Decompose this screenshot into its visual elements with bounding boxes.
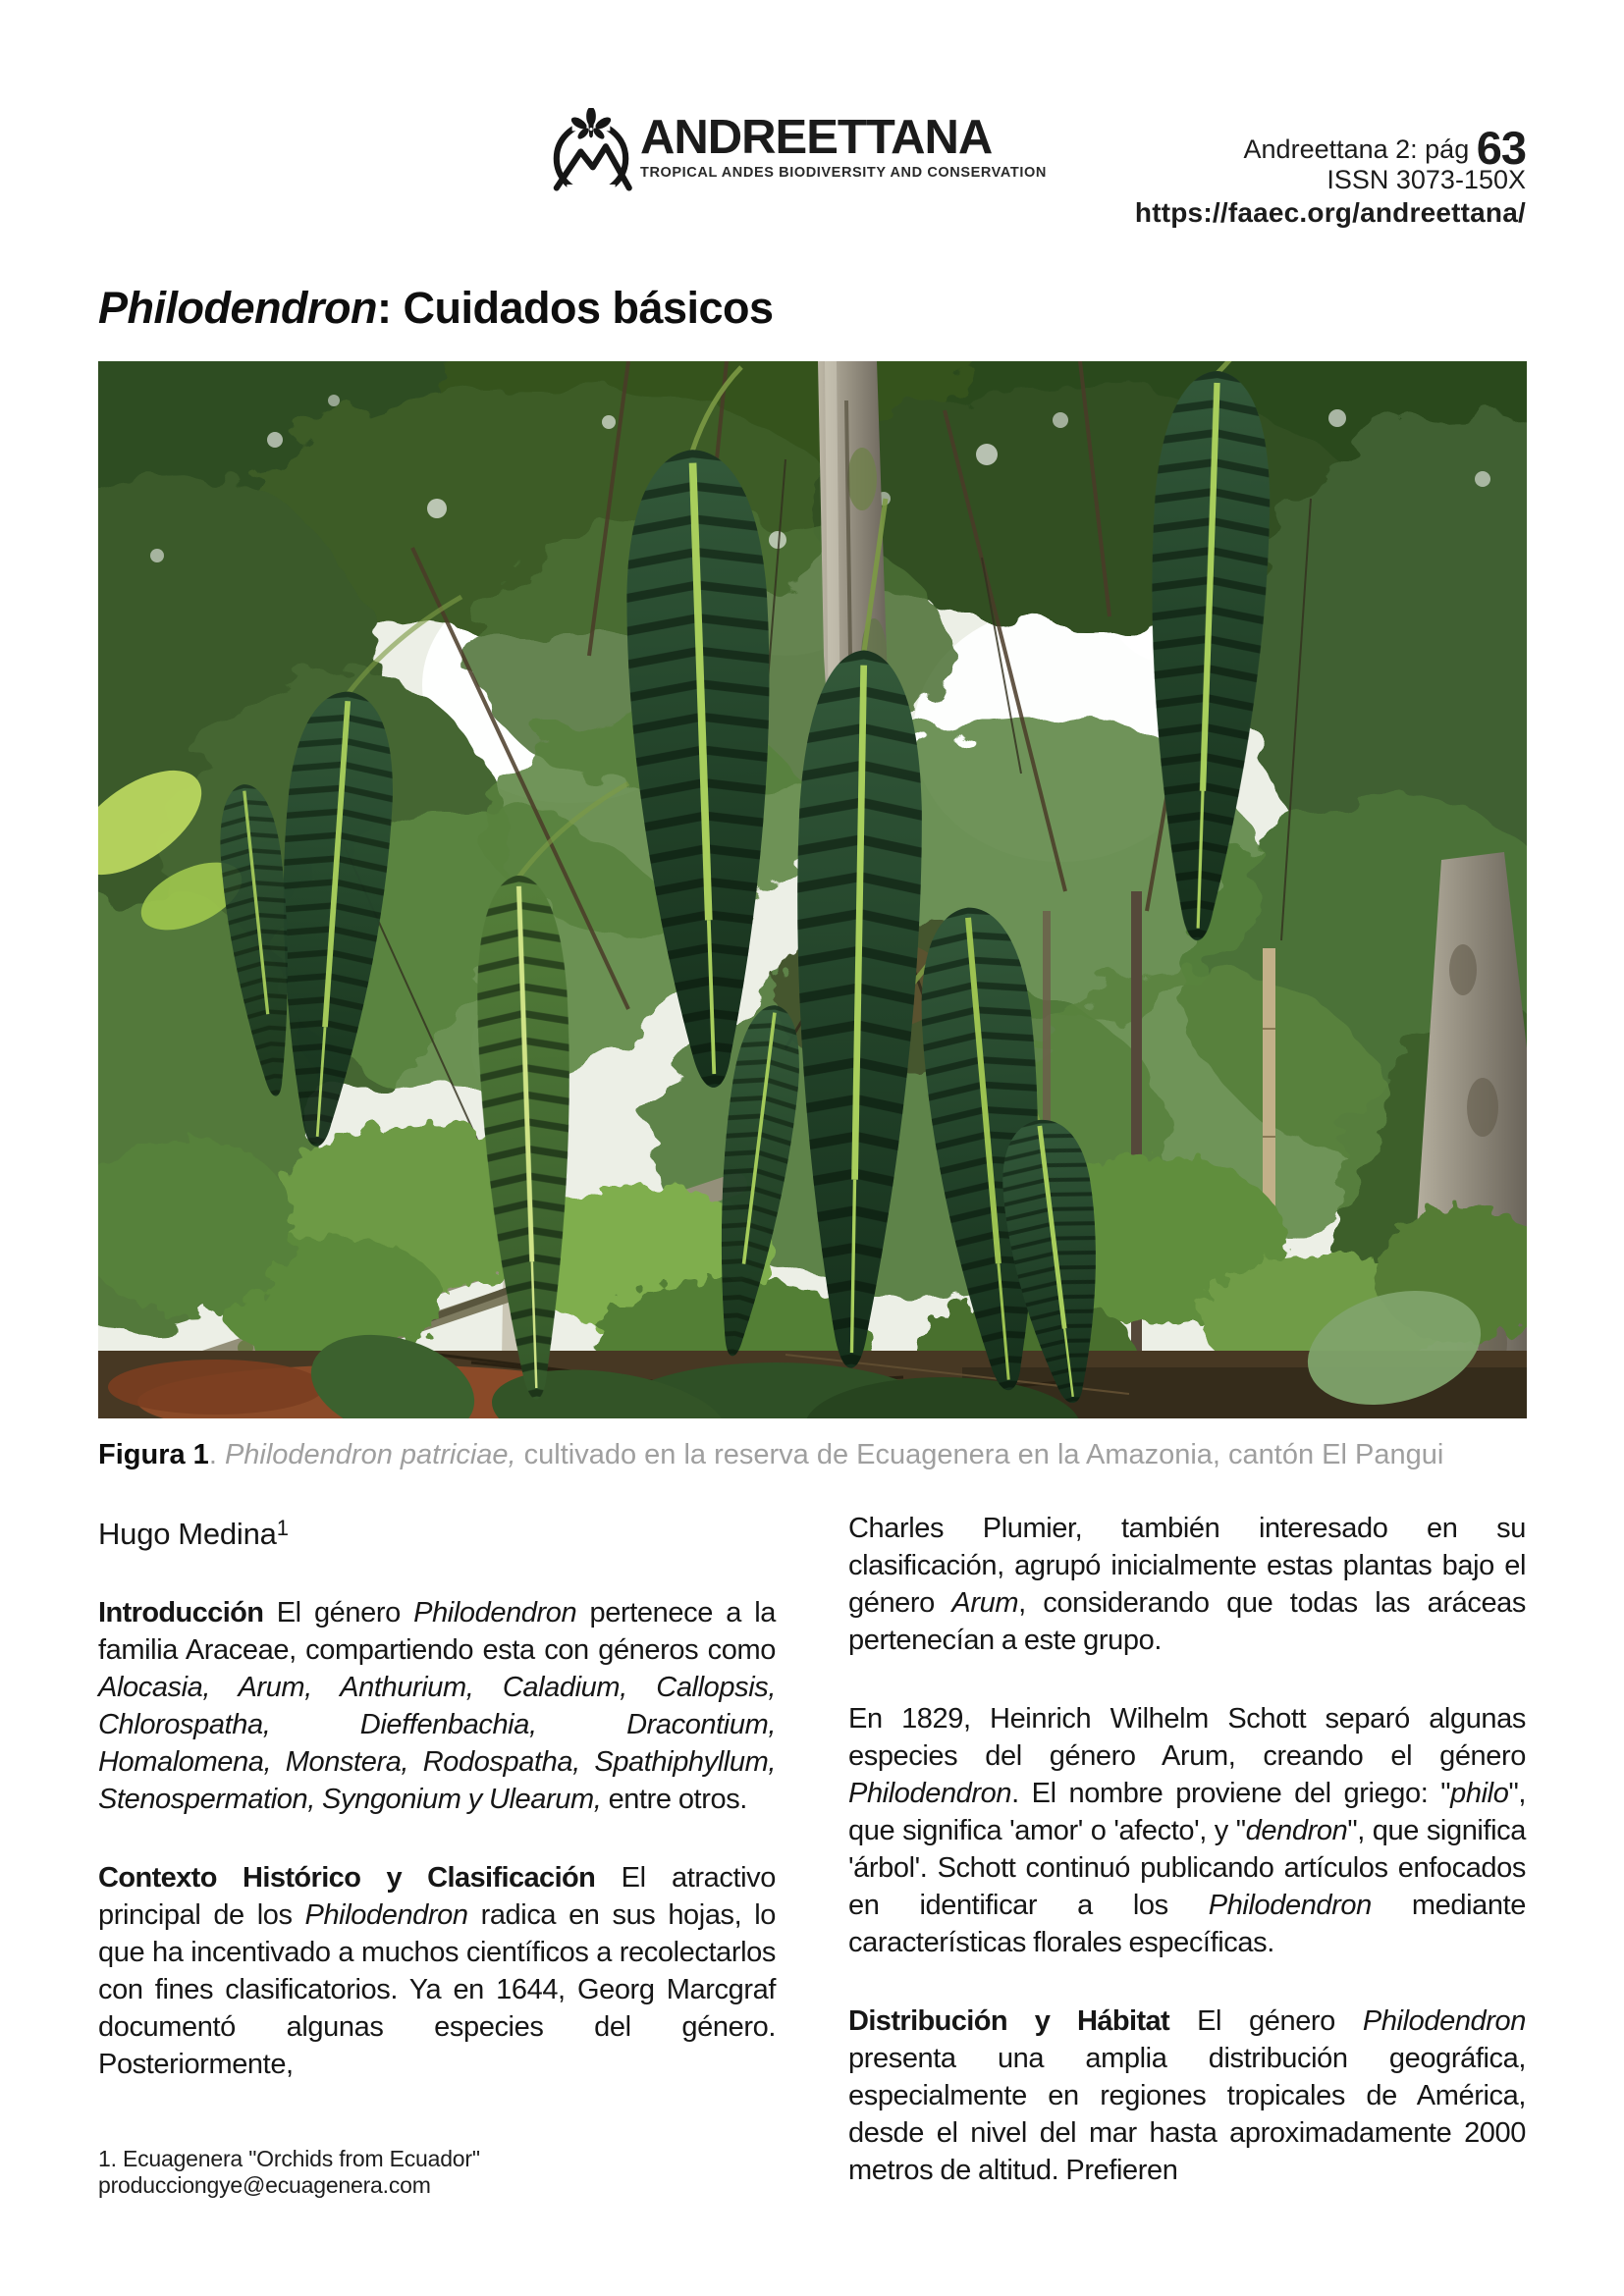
- figure-caption: Figura 1. Philodendron patriciae, cultivado en la reserva de Ecuagenera en la Amazonia, cantón El Pangui: [98, 1439, 1444, 1470]
- author-footnote-marker: 1: [276, 1516, 289, 1540]
- logo-tagline: TROPICAL ANDES BIODIVERSITY AND CONSERVATION: [640, 165, 1047, 181]
- figure-label: Figura 1: [98, 1439, 209, 1470]
- page-header: [0, 94, 1624, 271]
- issn-line: ISSN 3073-150X: [1326, 165, 1526, 194]
- historia-paragraph: Contexto Histórico y Clasificación El atractivo principal de los Philodendron radica en sus hojas, lo que ha incentivado a muchos científicos a recolectarlos con fines clasificatorios. Ya en 1644, Georg Marcgraf documentó algunas especies del género. Posteriormente,: [98, 1862, 777, 2080]
- species-name: Philodendron patriciae,: [224, 1439, 516, 1470]
- plumier-paragraph: Charles Plumier, también interesado en su clasificación, agrupó inicialmente estas plantas bajo el género Arum, considerando que todas las aráceas pertenecían a este grupo.: [848, 1513, 1527, 1656]
- section-heading-distribucion: Distribución y Hábitat: [848, 2005, 1170, 2037]
- logo-wordmark: ANDREETTANA: [640, 111, 993, 164]
- distribucion-paragraph: Distribución y Hábitat El género Philodendron presenta una amplia distribución geográfica, especialmente en regiones tropicales de América, desde el nivel del mar hasta aproximadamente 2000 metros de altitud. Prefieren: [848, 2005, 1527, 2186]
- section-heading-contexto: Contexto Histórico y Clasificación: [98, 1862, 596, 1894]
- journal-url-link[interactable]: https://faaec.org/andreettana/: [1134, 197, 1526, 228]
- page-number: 63: [1476, 122, 1526, 174]
- right-column: [848, 1510, 1526, 2230]
- footnote: 1. Ecuagenera "Orchids from Ecuador" producciongye@ecuagenera.com: [98, 2146, 480, 2198]
- journal-logo: [548, 108, 1047, 202]
- article-title: Philodendron: Cuidados básicos: [98, 283, 774, 333]
- issue-page-line: Andreettana 2: pág 63: [1243, 122, 1526, 174]
- section-heading-introduccion: Introducción: [98, 1597, 264, 1629]
- figure-1-photo: [98, 361, 1527, 1418]
- orchid-mountain-logo-icon: [548, 108, 634, 202]
- schott-paragraph: En 1829, Heinrich Wilhelm Schott separó algunas especies del género Arum, creando el género Philodendron. El nombre proviene del griego: "philo", que significa 'amor' o 'afecto', y "dendron", que significa 'árbol'. Schott continuó publicando artículos enfocados en identificar a los Philodendron mediante características florales específicas.: [848, 1703, 1526, 1958]
- masthead-info: [1134, 122, 1526, 231]
- left-column: [98, 1510, 776, 2230]
- jungle-photo-illustration: [98, 361, 1527, 1418]
- intro-paragraph: Introducción El género Philodendron pertenece a la familia Araceae, compartiendo esta con géneros como Alocasia, Arum, Anthurium, Caladium, Callopsis, Chlorospatha, Dieffenbachia, Dracontium, Homalomena, Monstera, Rodospatha, Spathiphyllum, Stenospermation, Syngonium y Ulearum, entre otros.: [98, 1597, 776, 1815]
- author-line: Hugo Medina$^1$: [98, 1516, 289, 1551]
- article-body: [98, 1510, 1526, 2230]
